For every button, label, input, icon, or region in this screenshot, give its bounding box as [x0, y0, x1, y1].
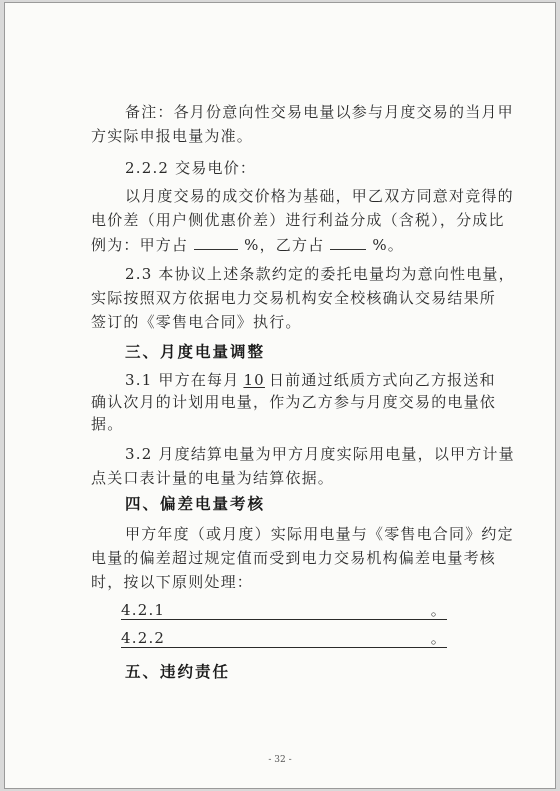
item-4-2-1-blank: [121, 601, 447, 620]
deviation-line-3: 时，按以下原则处理：: [91, 573, 254, 591]
party-a-share-blank: [194, 235, 238, 250]
item-4-2-2-blank: [121, 629, 447, 648]
clause-2-3-line-2: 实际按照双方依据电力交易机构安全校核确认交易结果所: [91, 289, 497, 307]
price-line-3-mid: %，乙方占: [244, 236, 325, 254]
heading-section-4: 四、偏差电量考核: [125, 495, 266, 513]
clause-3-2-line-2: 点关口表计量的电量为结算依据。: [91, 469, 335, 487]
clause-2-3-line-1: 2.3 本协议上述条款约定的委托电量均为意向性电量，: [125, 265, 515, 283]
item-4-2-1-end: 。: [430, 601, 447, 619]
page-number: - 32 -: [268, 755, 292, 765]
price-line-2: 电价差（用户侧优惠价差）进行利益分成（含税），分成比: [91, 211, 505, 229]
clause-3-2-line-1: 3.2 月度结算电量为甲方月度实际用电量，以甲方计量: [125, 445, 515, 463]
note-line-2: 方实际申报电量为准。: [91, 127, 254, 145]
price-line-3: [91, 235, 404, 254]
section-2-2-2: 2.2.2 交易电价：: [125, 159, 257, 177]
item-4-2-1-label: 4.2.1: [121, 601, 166, 619]
party-b-share-blank: [330, 235, 366, 250]
price-line-1: 以月度交易的成交价格为基础，甲乙双方同意对竞得的: [125, 187, 514, 205]
price-line-3-prefix: 例为：甲方占: [91, 236, 189, 254]
clause-3-1-line-2: 确认次月的计划用电量，作为乙方参与月度交易的电量依: [91, 393, 497, 411]
clause-3-1-suffix: 日前通过纸质方式向乙方报送和: [268, 371, 496, 389]
heading-section-3: 三、月度电量调整: [125, 343, 266, 361]
clause-2-3-line-3: 签订的《零售电合同》执行。: [91, 313, 302, 331]
note-line-1: 备注：各月份意向性交易电量以参与月度交易的当月甲: [125, 103, 514, 121]
clause-3-1-day: 10: [243, 371, 265, 389]
price-line-3-suffix: %。: [372, 236, 404, 254]
item-4-2-2-label: 4.2.2: [121, 629, 166, 647]
heading-section-5: 五、违约责任: [125, 663, 231, 681]
clause-3-1-line-3: 据。: [91, 415, 124, 433]
item-4-2-2-end: 。: [430, 629, 447, 647]
clause-3-1-prefix: 3.1 甲方在每月: [125, 371, 240, 389]
clause-3-1-line-1: [125, 371, 496, 389]
deviation-line-1: 甲方年度（或月度）实际用电量与《零售电合同》约定: [125, 525, 514, 543]
deviation-line-2: 电量的偏差超过规定值而受到电力交易机构偏差电量考核: [91, 549, 497, 567]
document-page: [4, 2, 556, 789]
